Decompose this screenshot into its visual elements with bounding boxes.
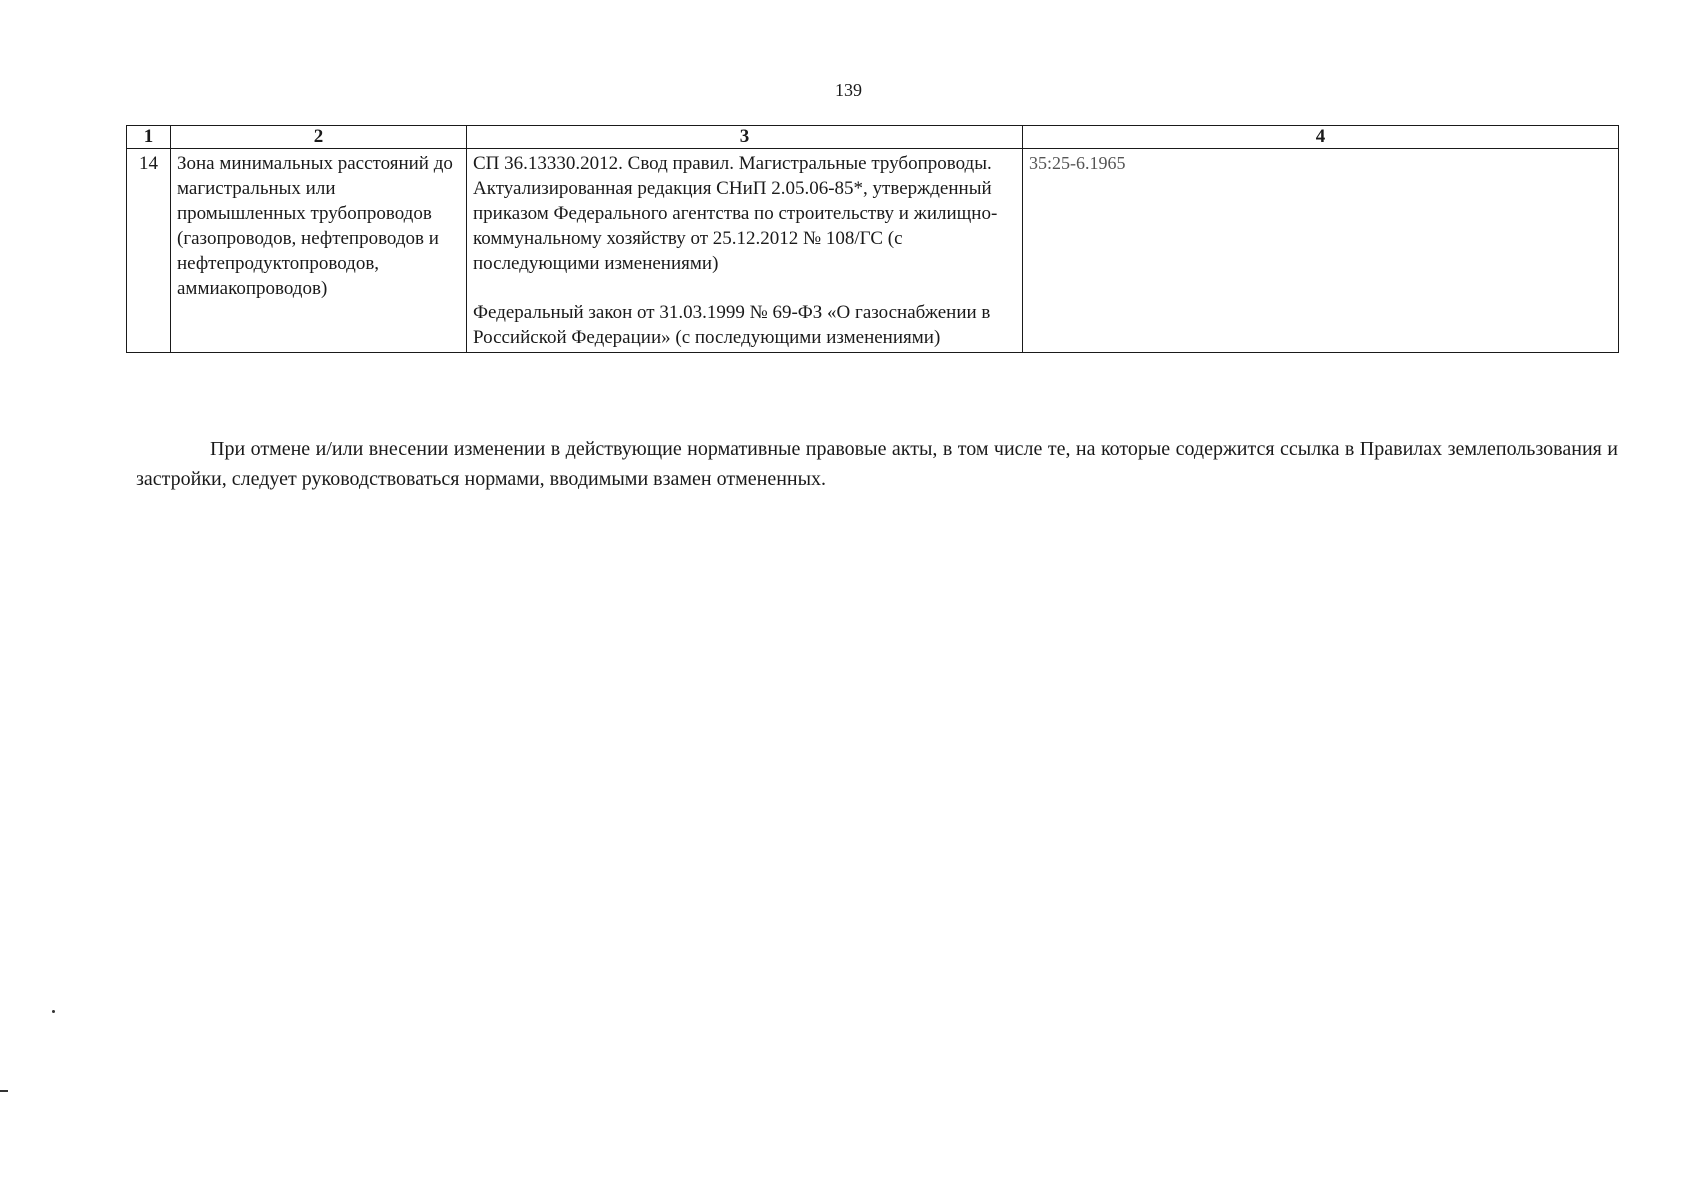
column-header-2: 2 [171,126,467,149]
page-number: 139 [835,80,862,100]
cadastral-number: 35:25-6.1965 [1023,149,1619,353]
column-header-1: 1 [127,126,171,149]
note-paragraph: При отмене и/или внесении изменении в действующие нормативные правовые акты, в том числе те, на которые содержится ссылка в Правилах землепользования и застройки, следует руководствоваться нормами, вводимыми взамен отмененных. [136,438,1618,490]
column-header-3: 3 [467,126,1023,149]
zone-name: Зона минимальных расстояний до магистральных или промышленных трубопроводов (газопроводов, нефтепроводов и нефтепродуктопроводов, аммиакопроводов) [171,149,467,353]
regulatory-documents [467,149,1023,353]
scan-mark-dash [0,1090,8,1092]
regulatory-document-2: Федеральный закон от 31.03.1999 № 69-ФЗ «О газоснабжении в Российской Федерации» (с последующими изменениями) [473,302,991,348]
row-number: 14 [127,149,171,353]
regulation-table [126,125,1619,353]
regulatory-document-1: СП 36.13330.2012. Свод правил. Магистральные трубопроводы. Актуализированная редакция СНиП 2.05.06-85*, утвержденный приказом Федерального агентства по строительству и жилищно-коммунальному хозяйству от 25.12.2012 № 108/ГС (с последующими изменениями) [473,153,998,274]
table-header-row [127,126,1619,149]
scan-mark-dot [52,1010,55,1013]
paragraph-gap [473,276,1016,300]
column-header-4: 4 [1023,126,1619,149]
table-row [127,149,1619,353]
